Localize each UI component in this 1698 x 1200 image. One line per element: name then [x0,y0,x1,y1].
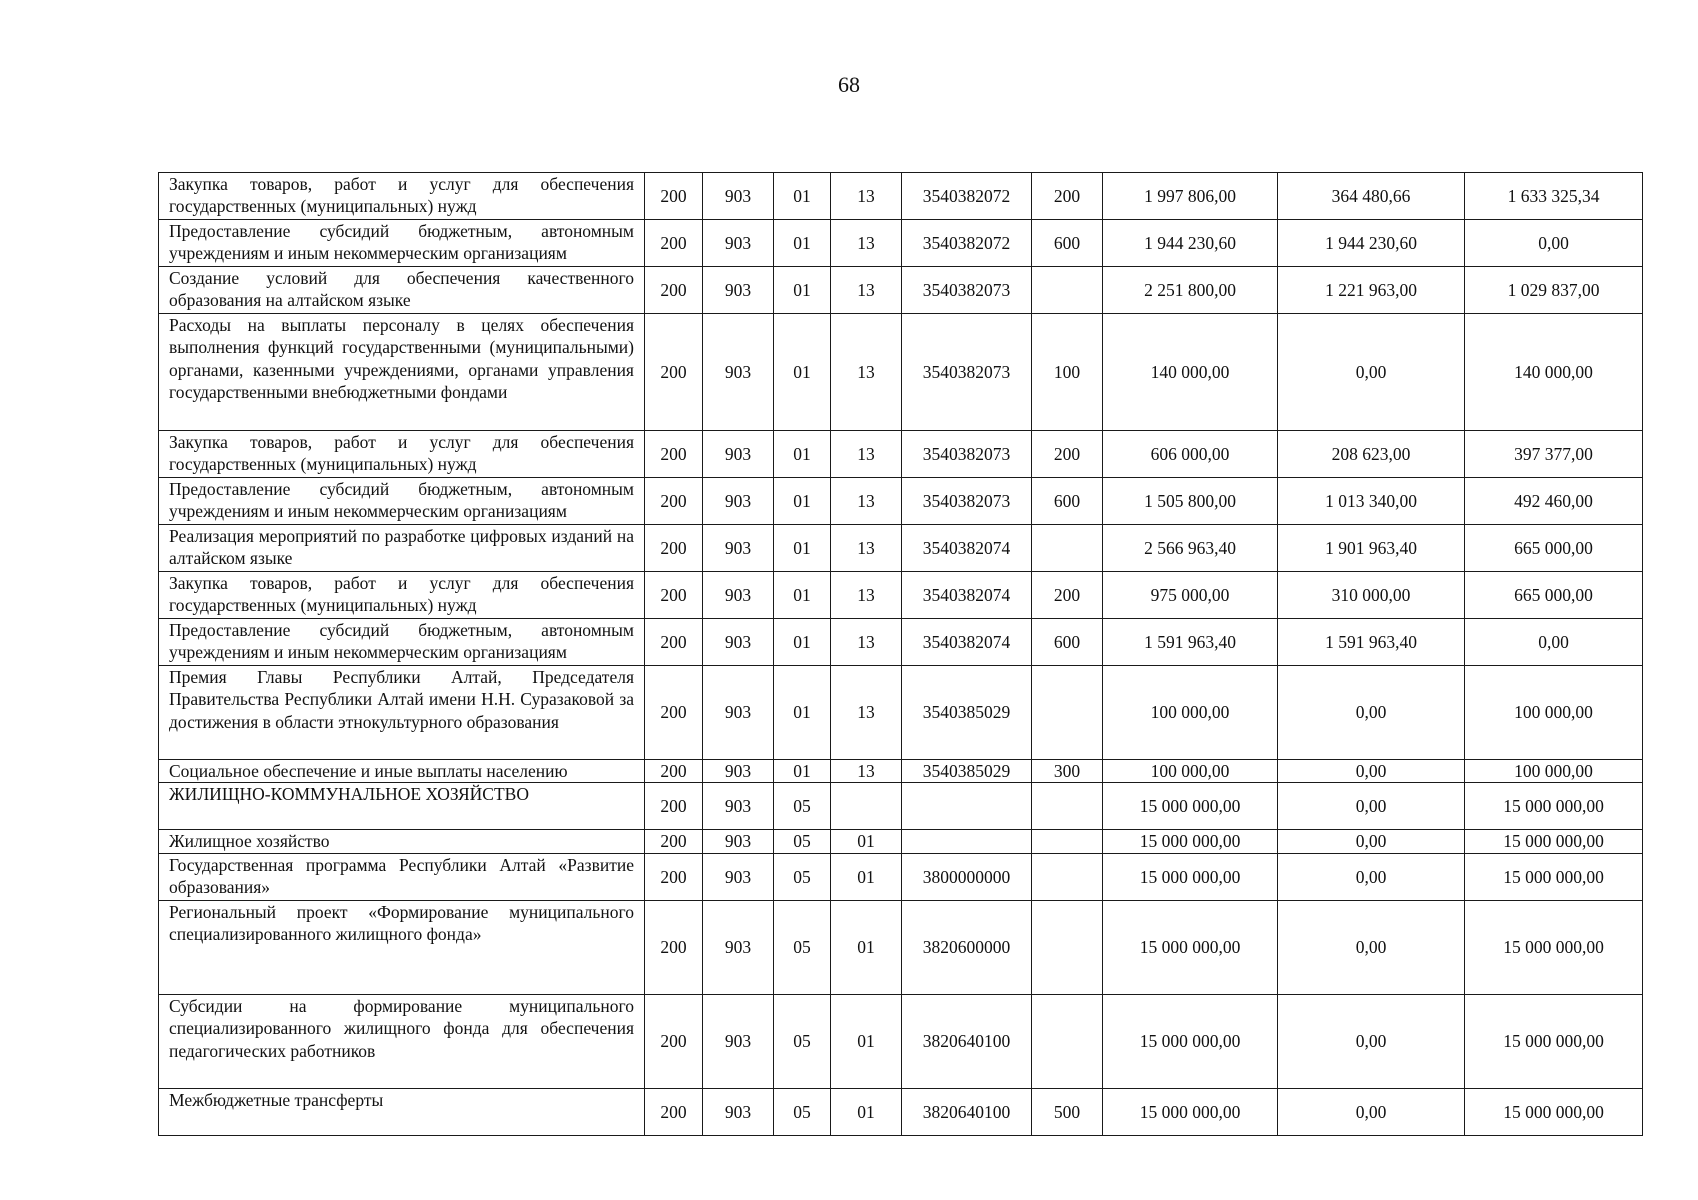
expense-type-cell [1032,267,1103,314]
target-article-cell: 3540382074 [902,572,1032,619]
amount-plan-cell: 100 000,00 [1103,666,1278,760]
section-cell: 01 [774,760,831,783]
expense-type-cell [1032,900,1103,994]
code-cell: 200 [645,1088,703,1135]
target-article-cell: 3540382072 [902,220,1032,267]
amount-plan-cell: 2 251 800,00 [1103,267,1278,314]
code-cell: 200 [645,994,703,1088]
target-article-cell: 3820640100 [902,1088,1032,1135]
table-row [159,994,1643,1088]
amount-remaining-cell: 1 633 325,34 [1465,173,1643,220]
ministry-code-cell: 903 [703,783,774,830]
amount-remaining-cell: 665 000,00 [1465,525,1643,572]
amount-executed-cell: 1 221 963,00 [1278,267,1465,314]
ministry-code-cell: 903 [703,1088,774,1135]
section-cell: 05 [774,994,831,1088]
target-article-cell: 3820600000 [902,900,1032,994]
amount-remaining-cell: 1 029 837,00 [1465,267,1643,314]
subsection-cell [831,783,902,830]
description-cell: Закупка товаров, работ и услуг для обеспечения государственных (муниципальных) нужд [159,572,645,619]
table-row [159,1088,1643,1135]
ministry-code-cell: 903 [703,267,774,314]
section-cell: 05 [774,853,831,900]
ministry-code-cell: 903 [703,431,774,478]
table-row [159,830,1643,853]
expense-type-cell: 300 [1032,760,1103,783]
table-row [159,853,1643,900]
description-cell: Региональный проект «Формирование муниципального специализированного жилищного фонда» [159,900,645,994]
expense-type-cell [1032,830,1103,853]
amount-executed-cell: 0,00 [1278,760,1465,783]
description-cell: Создание условий для обеспечения качественного образования на алтайском языке [159,267,645,314]
ministry-code-cell: 903 [703,572,774,619]
amount-executed-cell: 0,00 [1278,666,1465,760]
description-cell: Субсидии на формирование муниципального специализированного жилищного фонда для обеспечения педагогических работников [159,994,645,1088]
expense-type-cell [1032,853,1103,900]
description-cell: Межбюджетные трансферты [159,1088,645,1135]
subsection-cell: 13 [831,619,902,666]
description-cell: Социальное обеспечение и иные выплаты населению [159,760,645,783]
ministry-code-cell: 903 [703,525,774,572]
amount-executed-cell: 0,00 [1278,994,1465,1088]
code-cell: 200 [645,314,703,431]
amount-executed-cell: 0,00 [1278,853,1465,900]
target-article-cell: 3540382074 [902,525,1032,572]
target-article-cell: 3540385029 [902,760,1032,783]
table-row [159,572,1643,619]
expense-type-cell: 200 [1032,173,1103,220]
table-row [159,525,1643,572]
target-article-cell: 3540382073 [902,267,1032,314]
target-article-cell: 3540382073 [902,478,1032,525]
amount-plan-cell: 1 505 800,00 [1103,478,1278,525]
subsection-cell: 01 [831,830,902,853]
amount-executed-cell: 0,00 [1278,830,1465,853]
budget-table [158,172,1643,1136]
ministry-code-cell: 903 [703,853,774,900]
ministry-code-cell: 903 [703,830,774,853]
description-cell: Закупка товаров, работ и услуг для обеспечения государственных (муниципальных) нужд [159,173,645,220]
ministry-code-cell: 903 [703,314,774,431]
expense-type-cell: 200 [1032,572,1103,619]
subsection-cell: 13 [831,572,902,619]
amount-remaining-cell: 15 000 000,00 [1465,853,1643,900]
table-row [159,619,1643,666]
target-article-cell [902,830,1032,853]
amount-plan-cell: 1 944 230,60 [1103,220,1278,267]
amount-plan-cell: 15 000 000,00 [1103,994,1278,1088]
amount-executed-cell: 310 000,00 [1278,572,1465,619]
table-row [159,783,1643,830]
expense-type-cell [1032,994,1103,1088]
description-cell: Предоставление субсидий бюджетным, автономным учреждениям и иным некоммерческим организациям [159,478,645,525]
target-article-cell: 3540382074 [902,619,1032,666]
section-cell: 01 [774,431,831,478]
section-cell: 05 [774,783,831,830]
amount-remaining-cell: 492 460,00 [1465,478,1643,525]
amount-plan-cell: 15 000 000,00 [1103,853,1278,900]
amount-executed-cell: 1 901 963,40 [1278,525,1465,572]
page-number: 68 [838,72,860,97]
target-article-cell: 3540382073 [902,431,1032,478]
ministry-code-cell: 903 [703,900,774,994]
expense-type-cell: 100 [1032,314,1103,431]
ministry-code-cell: 903 [703,994,774,1088]
section-cell: 01 [774,619,831,666]
amount-plan-cell: 140 000,00 [1103,314,1278,431]
subsection-cell: 13 [831,267,902,314]
ministry-code-cell: 903 [703,619,774,666]
code-cell: 200 [645,525,703,572]
amount-remaining-cell: 15 000 000,00 [1465,994,1643,1088]
section-cell: 01 [774,572,831,619]
expense-type-cell: 600 [1032,220,1103,267]
amount-plan-cell: 975 000,00 [1103,572,1278,619]
subsection-cell: 13 [831,220,902,267]
subsection-cell: 01 [831,994,902,1088]
table-row [159,431,1643,478]
ministry-code-cell: 903 [703,220,774,267]
section-cell: 01 [774,525,831,572]
amount-plan-cell: 606 000,00 [1103,431,1278,478]
amount-executed-cell: 1 013 340,00 [1278,478,1465,525]
description-cell: ЖИЛИЩНО-КОММУНАЛЬНОЕ ХОЗЯЙСТВО [159,783,645,830]
section-cell: 01 [774,220,831,267]
target-article-cell [902,783,1032,830]
amount-plan-cell: 15 000 000,00 [1103,783,1278,830]
expense-type-cell: 600 [1032,478,1103,525]
amount-remaining-cell: 397 377,00 [1465,431,1643,478]
subsection-cell: 01 [831,1088,902,1135]
description-cell: Закупка товаров, работ и услуг для обеспечения государственных (муниципальных) нужд [159,431,645,478]
amount-remaining-cell: 665 000,00 [1465,572,1643,619]
amount-plan-cell: 100 000,00 [1103,760,1278,783]
code-cell: 200 [645,220,703,267]
code-cell: 200 [645,830,703,853]
description-cell: Предоставление субсидий бюджетным, автономным учреждениям и иным некоммерческим организациям [159,619,645,666]
subsection-cell: 13 [831,525,902,572]
subsection-cell: 13 [831,431,902,478]
code-cell: 200 [645,267,703,314]
table-row [159,666,1643,760]
table-row [159,760,1643,783]
amount-plan-cell: 15 000 000,00 [1103,900,1278,994]
amount-executed-cell: 208 623,00 [1278,431,1465,478]
section-cell: 01 [774,267,831,314]
code-cell: 200 [645,572,703,619]
section-cell: 01 [774,314,831,431]
target-article-cell: 3820640100 [902,994,1032,1088]
target-article-cell: 3540382073 [902,314,1032,431]
table-row [159,314,1643,431]
code-cell: 200 [645,173,703,220]
amount-remaining-cell: 15 000 000,00 [1465,900,1643,994]
amount-executed-cell: 0,00 [1278,1088,1465,1135]
expense-type-cell: 500 [1032,1088,1103,1135]
section-cell: 01 [774,478,831,525]
subsection-cell: 13 [831,173,902,220]
expense-type-cell: 200 [1032,431,1103,478]
description-cell: Расходы на выплаты персоналу в целях обеспечения выполнения функций государственными (муниципальными) органами, казенными учреждениями, органами управления государственными внебюджетными фондами [159,314,645,431]
subsection-cell: 01 [831,853,902,900]
amount-remaining-cell: 100 000,00 [1465,760,1643,783]
amount-remaining-cell: 100 000,00 [1465,666,1643,760]
table-row [159,267,1643,314]
ministry-code-cell: 903 [703,760,774,783]
amount-remaining-cell: 15 000 000,00 [1465,1088,1643,1135]
amount-remaining-cell: 15 000 000,00 [1465,830,1643,853]
amount-plan-cell: 1 591 963,40 [1103,619,1278,666]
section-cell: 05 [774,1088,831,1135]
ministry-code-cell: 903 [703,173,774,220]
amount-remaining-cell: 0,00 [1465,220,1643,267]
code-cell: 200 [645,619,703,666]
subsection-cell: 13 [831,760,902,783]
subsection-cell: 13 [831,666,902,760]
amount-executed-cell: 364 480,66 [1278,173,1465,220]
amount-plan-cell: 2 566 963,40 [1103,525,1278,572]
table-row [159,173,1643,220]
amount-plan-cell: 1 997 806,00 [1103,173,1278,220]
target-article-cell: 3540382072 [902,173,1032,220]
amount-executed-cell: 0,00 [1278,314,1465,431]
target-article-cell: 3800000000 [902,853,1032,900]
code-cell: 200 [645,760,703,783]
table-row [159,900,1643,994]
amount-remaining-cell: 15 000 000,00 [1465,783,1643,830]
code-cell: 200 [645,666,703,760]
amount-executed-cell: 1 944 230,60 [1278,220,1465,267]
section-cell: 01 [774,173,831,220]
description-cell: Реализация мероприятий по разработке цифровых изданий на алтайском языке [159,525,645,572]
amount-executed-cell: 0,00 [1278,900,1465,994]
amount-remaining-cell: 140 000,00 [1465,314,1643,431]
section-cell: 01 [774,666,831,760]
amount-executed-cell: 1 591 963,40 [1278,619,1465,666]
target-article-cell: 3540385029 [902,666,1032,760]
section-cell: 05 [774,900,831,994]
ministry-code-cell: 903 [703,478,774,525]
subsection-cell: 13 [831,478,902,525]
code-cell: 200 [645,853,703,900]
description-cell: Премия Главы Республики Алтай, Председателя Правительства Республики Алтай имени Н.Н. Суразаковой за достижения в области этнокультурного образования [159,666,645,760]
expense-type-cell: 600 [1032,619,1103,666]
table-row [159,478,1643,525]
amount-executed-cell: 0,00 [1278,783,1465,830]
code-cell: 200 [645,783,703,830]
amount-remaining-cell: 0,00 [1465,619,1643,666]
subsection-cell: 01 [831,900,902,994]
code-cell: 200 [645,900,703,994]
code-cell: 200 [645,431,703,478]
code-cell: 200 [645,478,703,525]
section-cell: 05 [774,830,831,853]
amount-plan-cell: 15 000 000,00 [1103,830,1278,853]
description-cell: Жилищное хозяйство [159,830,645,853]
description-cell: Предоставление субсидий бюджетным, автономным учреждениям и иным некоммерческим организациям [159,220,645,267]
description-cell: Государственная программа Республики Алтай «Развитие образования» [159,853,645,900]
expense-type-cell [1032,525,1103,572]
expense-type-cell [1032,783,1103,830]
subsection-cell: 13 [831,314,902,431]
amount-plan-cell: 15 000 000,00 [1103,1088,1278,1135]
table-row [159,220,1643,267]
ministry-code-cell: 903 [703,666,774,760]
expense-type-cell [1032,666,1103,760]
